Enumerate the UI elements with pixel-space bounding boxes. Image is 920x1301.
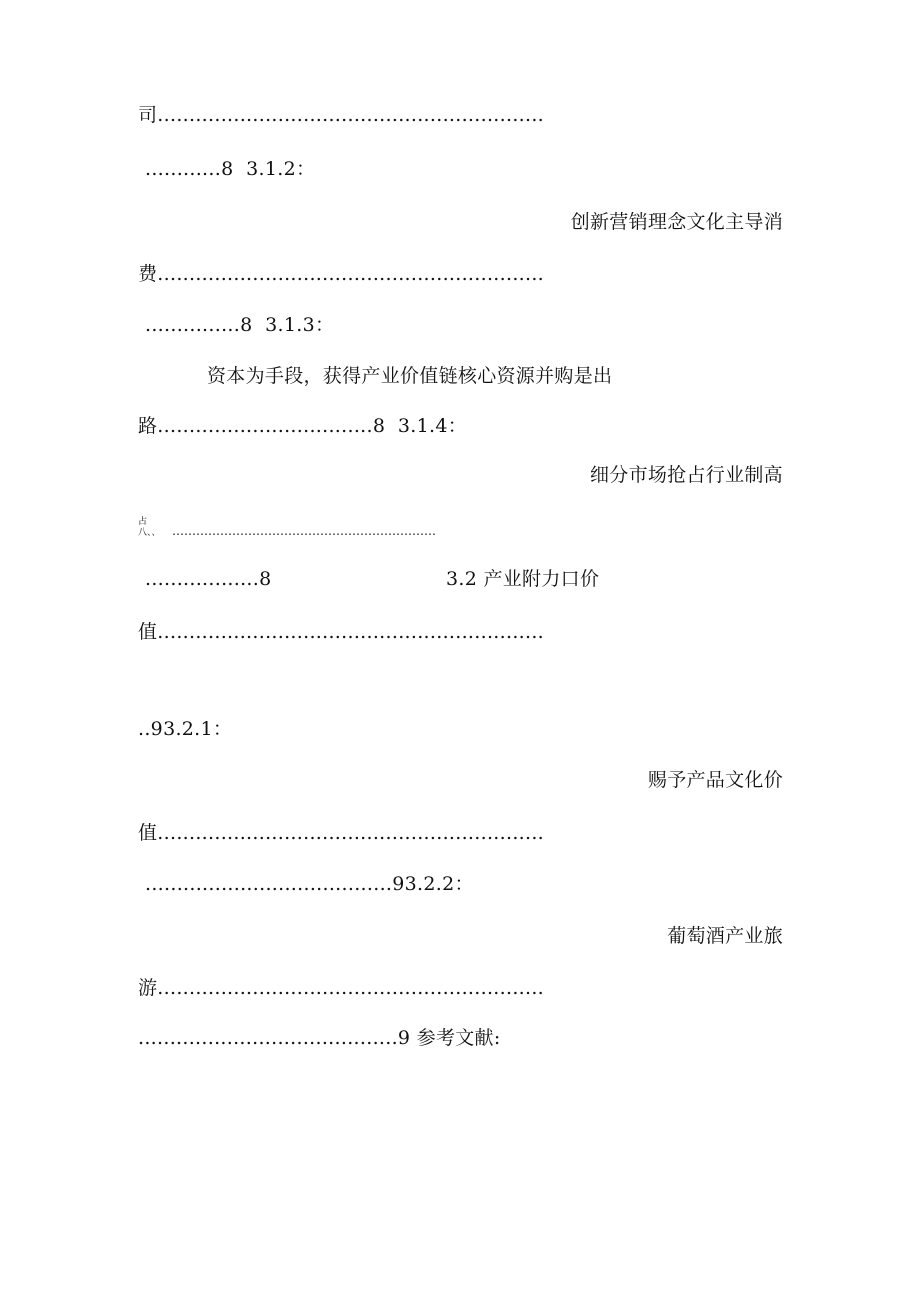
toc-line-fragment: 占 — [138, 517, 148, 527]
toc-line: .........................................9 参考文献: — [138, 1027, 501, 1049]
toc-line: 葡萄酒产业旅 — [667, 925, 783, 947]
toc-line: 司............................................................. — [138, 104, 545, 126]
toc-line: 路..................................8 3.1.4： — [138, 415, 468, 437]
toc-line: 游............................................................. — [138, 977, 545, 999]
toc-line: .......................................93.2.2： — [145, 873, 474, 895]
toc-line-fragment: 八、、 — [138, 528, 161, 538]
toc-line: 创新营销理念文化主导消 — [570, 211, 783, 233]
toc-line: ..93.2.1： — [138, 718, 233, 740]
toc-line: 值............................................................. — [138, 822, 545, 844]
toc-line: 细分市场抢占行业制高 — [589, 464, 783, 486]
toc-line: 赐予产品文化价 — [647, 769, 783, 791]
toc-line: ............8 3.1.2： — [145, 158, 316, 180]
toc-line: 值............................................................. — [138, 621, 545, 643]
toc-line: 资本为手段，获得产业价值链核心资源并购是出 — [207, 365, 613, 387]
toc-leader-dots: ………………………………………………………… — [172, 524, 436, 538]
toc-line: ...............8 3.1.3： — [145, 314, 335, 336]
toc-line: 费............................................................. — [138, 263, 545, 285]
toc-line: 3.2 产业附力口价 — [446, 568, 600, 590]
toc-line: ..................8 — [145, 568, 272, 590]
